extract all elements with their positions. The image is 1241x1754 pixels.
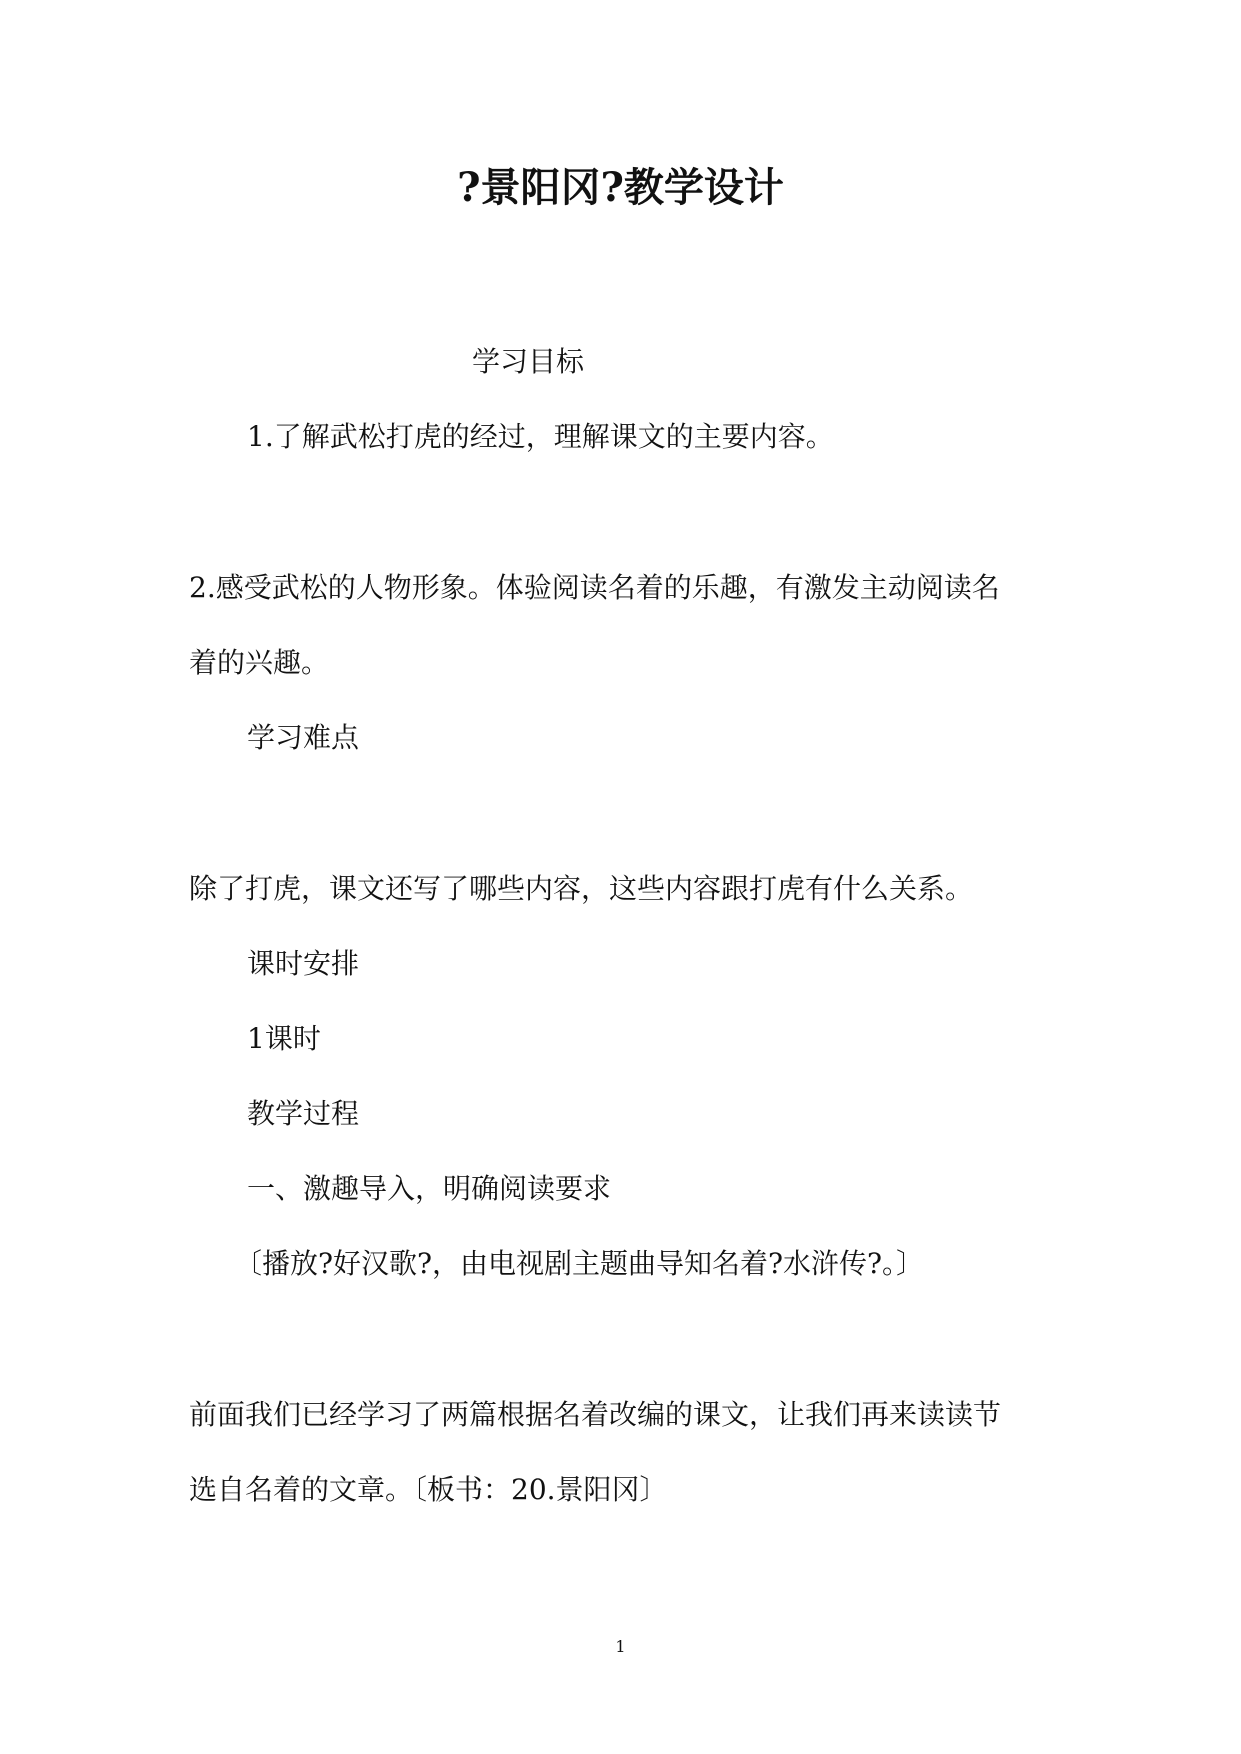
heading-learning-objectives: 学习目标: [472, 345, 585, 378]
heading-learning-difficulty: 学习难点: [247, 721, 360, 754]
class-schedule-text: 1课时: [247, 1022, 321, 1055]
objective-2-line-2: 着的兴趣。: [189, 646, 330, 679]
difficulty-text: 除了打虎，课文还写了哪些内容，这些内容跟打虎有什么关系。: [189, 872, 974, 905]
objective-1: 1.了解武松打虎的经过，理解课文的主要内容。: [247, 420, 834, 453]
intro-paragraph-line-1: 前面我们已经学习了两篇根据名着改编的课文，让我们再来读读节: [189, 1398, 1002, 1431]
heading-class-schedule: 课时安排: [247, 947, 360, 980]
intro-paragraph-line-2: 选自名着的文章。〔板书：20.景阳冈〕: [189, 1473, 668, 1506]
page-number: 1: [615, 1637, 626, 1656]
document-title: ?景阳冈?教学设计: [457, 164, 784, 211]
heading-teaching-process: 教学过程: [247, 1097, 360, 1130]
process-note: 〔播放?好汉歌?，由电视剧主题曲导知名着?水浒传?。〕: [234, 1247, 925, 1280]
objective-2-line-1: 2.感受武松的人物形象。体验阅读名着的乐趣，有激发主动阅读名: [189, 571, 1000, 604]
process-step-1: 一、激趣导入，明确阅读要求: [247, 1172, 612, 1205]
